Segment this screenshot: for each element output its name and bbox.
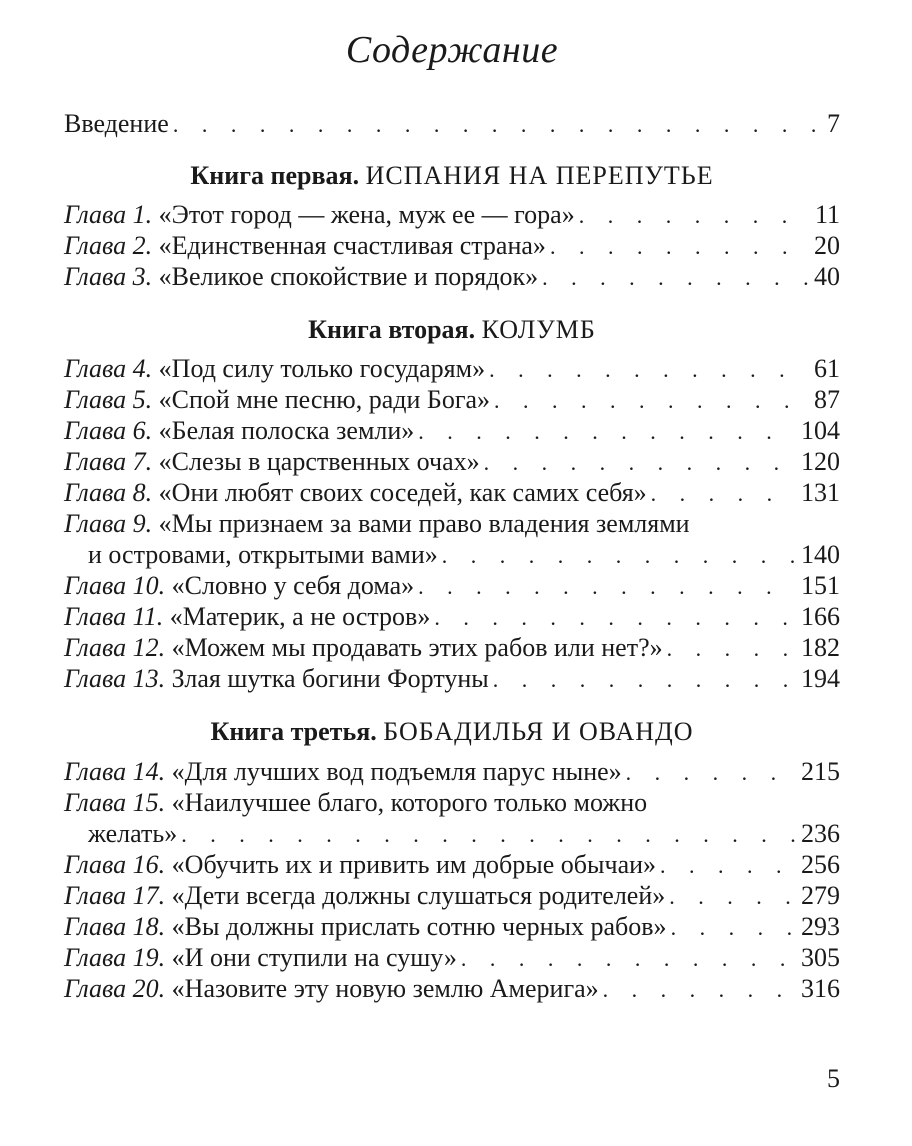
- book-label: Книга третья.: [210, 717, 377, 746]
- leader-dots: [442, 540, 795, 572]
- toc-entry-page: 215: [801, 757, 840, 786]
- chapter-title: «Слезы в царственных очах»: [158, 447, 480, 476]
- toc-entry-chapter-3[interactable]: [64, 261, 840, 293]
- leader-dots: [542, 262, 808, 294]
- chapter-number: Глава 12.: [64, 633, 166, 662]
- toc-entry-chapter-5[interactable]: [64, 384, 840, 416]
- leader-dots: [667, 633, 795, 665]
- toc-entry-page: 151: [801, 571, 840, 600]
- toc-entry-page: 166: [801, 602, 840, 631]
- chapter-number: Глава 3.: [64, 262, 153, 291]
- chapter-title: «Они любят своих соседей, как самих себя»: [158, 478, 647, 507]
- chapter-title: Злая шутка богини Фортуны: [171, 664, 489, 693]
- chapter-number: Глава 19.: [64, 943, 166, 972]
- chapter-number: Глава 9.: [64, 509, 153, 538]
- chapter-title: «Этот город — жена, муж ее — гора»: [158, 200, 575, 229]
- chapter-number: Глава 11.: [64, 602, 164, 631]
- chapter-title: «Вы должны прислать сотню черных рабов»: [171, 912, 667, 941]
- chapter-title: «Великое спокойствие и порядок»: [158, 262, 539, 291]
- toc-entry-chapter-11[interactable]: [64, 601, 840, 633]
- chapter-title: «Обучить их и привить им добрые обычаи»: [171, 850, 657, 879]
- chapter-number: Глава 17.: [64, 881, 166, 910]
- chapter-title: «Единственная счастливая страна»: [158, 231, 546, 260]
- chapter-title: «Мы признаем за вами право владения землями: [158, 509, 690, 538]
- leader-dots: [181, 819, 795, 851]
- chapter-title: «И они ступили на сушу»: [171, 943, 457, 972]
- leader-dots: [669, 881, 795, 913]
- toc-entry-page: 11: [814, 200, 840, 229]
- book-heading-1: [64, 160, 840, 192]
- chapter-number: Глава 16.: [64, 850, 166, 879]
- toc-entry-chapter-18[interactable]: [64, 911, 840, 943]
- toc-entry-chapter-1[interactable]: [64, 199, 840, 231]
- toc-entry-chapter-17[interactable]: [64, 880, 840, 912]
- leader-dots: [579, 200, 809, 232]
- chapter-number: Глава 20.: [64, 974, 166, 1003]
- leader-dots: [626, 757, 795, 789]
- toc-entry-chapter-9[interactable]: [64, 508, 840, 540]
- toc-entry-chapter-10[interactable]: [64, 570, 840, 602]
- toc-entry-page: 182: [801, 633, 840, 662]
- chapter-title: «Под силу только государям»: [158, 354, 486, 383]
- toc-entry-page: 131: [801, 478, 840, 507]
- chapter-number: Глава 5.: [64, 385, 153, 414]
- toc-entry-intro[interactable]: [64, 108, 840, 140]
- chapter-title-continued: и островами, открытыми вами»: [88, 540, 438, 569]
- toc-entry-chapter-2[interactable]: [64, 230, 840, 262]
- chapter-number: Глава 7.: [64, 447, 153, 476]
- leader-dots: [484, 447, 795, 479]
- book-heading-2: [64, 314, 840, 346]
- chapter-number: Глава 18.: [64, 912, 166, 941]
- leader-dots: [660, 850, 795, 882]
- leader-dots: [651, 478, 795, 510]
- toc-entry-chapter-6[interactable]: [64, 415, 840, 447]
- leader-dots: [173, 109, 821, 141]
- book-label: Книга вторая.: [308, 315, 476, 344]
- page-title: Содержание: [345, 29, 559, 71]
- chapter-title: «Для лучших вод подъемля парус ныне»: [171, 757, 622, 786]
- leader-dots: [550, 231, 808, 263]
- book-label: Книга первая.: [190, 161, 360, 190]
- toc-entry-page: 236: [801, 819, 840, 848]
- toc-entry-page: 305: [801, 943, 840, 972]
- chapter-number: Глава 6.: [64, 416, 153, 445]
- toc-entry-chapter-7[interactable]: [64, 446, 840, 478]
- toc-entry-chapter-8[interactable]: [64, 477, 840, 509]
- page-number: 5: [827, 1064, 840, 1093]
- toc-entry-page: 279: [801, 881, 840, 910]
- chapter-number: Глава 15.: [64, 788, 166, 817]
- toc-entry-page: 104: [801, 416, 840, 445]
- leader-dots: [493, 664, 795, 696]
- chapter-title: «Спой мне песню, ради Бога»: [158, 385, 491, 414]
- leader-dots: [434, 602, 795, 634]
- chapter-number: Глава 10.: [64, 571, 166, 600]
- toc-entry-page: 120: [801, 447, 840, 476]
- toc-entry-chapter-13[interactable]: [64, 663, 840, 695]
- toc-entry-chapter-4[interactable]: [64, 353, 840, 385]
- chapter-number: Глава 1.: [64, 200, 153, 229]
- toc-entry-page: 87: [814, 385, 840, 414]
- chapter-title: «Можем мы продавать этих рабов или нет?»: [171, 633, 663, 662]
- toc-entry-chapter-9-cont[interactable]: [88, 539, 840, 571]
- leader-dots: [603, 974, 795, 1006]
- toc-entry-page: 20: [814, 231, 840, 260]
- chapter-number: Глава 8.: [64, 478, 153, 507]
- toc-entry-page: 293: [801, 912, 840, 941]
- toc-entry-chapter-20[interactable]: [64, 973, 840, 1005]
- toc-page: [64, 0, 840, 1146]
- toc-entry-page: 256: [801, 850, 840, 879]
- chapter-number: Глава 13.: [64, 664, 166, 693]
- book-title: КОЛУМБ: [481, 315, 596, 344]
- toc-entry-chapter-14[interactable]: [64, 756, 840, 788]
- chapter-number: Глава 4.: [64, 354, 153, 383]
- toc-entry-page: 194: [801, 664, 840, 693]
- toc-entry-chapter-15[interactable]: [64, 787, 840, 819]
- book-title: ИСПАНИЯ НА ПЕРЕПУТЬЕ: [365, 161, 714, 190]
- leader-dots: [671, 912, 795, 944]
- toc-entry-chapter-19[interactable]: [64, 942, 840, 974]
- toc-entry-page: 61: [814, 354, 840, 383]
- chapter-title: «Белая полоска земли»: [158, 416, 415, 445]
- toc-entry-page: 316: [801, 974, 840, 1003]
- leader-dots: [418, 571, 795, 603]
- chapter-title: «Наилучшее благо, которого только можно: [171, 788, 648, 817]
- leader-dots: [461, 943, 795, 975]
- chapter-title-continued: желать»: [88, 819, 178, 848]
- chapter-number: Глава 14.: [64, 757, 166, 786]
- toc-entry-chapter-16[interactable]: [64, 849, 840, 881]
- book-title: БОБАДИЛЬЯ И ОВАНДО: [383, 717, 694, 746]
- leader-dots: [418, 416, 795, 448]
- toc-entry-page: 7: [827, 109, 840, 138]
- chapter-title: «Назовите эту новую землю Америга»: [171, 974, 599, 1003]
- toc-entry-title: Введение: [64, 109, 169, 138]
- chapter-title: «Дети всегда должны слушаться родителей»: [171, 881, 666, 910]
- toc-entry-page: 140: [801, 540, 840, 569]
- book-heading-3: [64, 716, 840, 748]
- chapter-number: Глава 2.: [64, 231, 153, 260]
- toc-entry-page: 40: [814, 262, 840, 291]
- chapter-title: «Материк, а не остров»: [169, 602, 431, 631]
- toc-entry-chapter-15-cont[interactable]: [88, 818, 840, 850]
- chapter-title: «Словно у себя дома»: [171, 571, 415, 600]
- leader-dots: [489, 354, 808, 386]
- toc-entry-chapter-12[interactable]: [64, 632, 840, 664]
- leader-dots: [494, 385, 808, 417]
